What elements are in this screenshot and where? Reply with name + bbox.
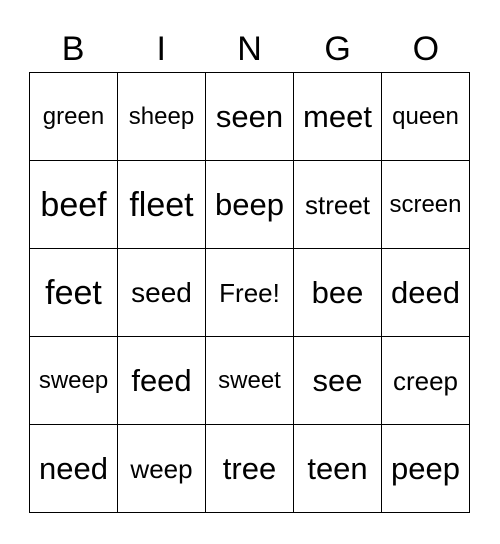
header-letter-i: I [156, 30, 166, 68]
bingo-cell-r5-c1[interactable]: need [30, 425, 118, 513]
bingo-cell-r2-c4[interactable]: street [294, 161, 382, 249]
bingo-cell-r2-c5[interactable]: screen [382, 161, 470, 249]
bingo-cell-r3-c5[interactable]: deed [382, 249, 470, 337]
bingo-cell-r4-c4[interactable]: see [294, 337, 382, 425]
bingo-cell-r1-c2[interactable]: sheep [118, 73, 206, 161]
bingo-free-space: Free! [206, 249, 294, 337]
bingo-cell-r4-c1[interactable]: sweep [30, 337, 118, 425]
bingo-cell-r4-c2[interactable]: feed [118, 337, 206, 425]
bingo-cell-r4-c5[interactable]: creep [382, 337, 470, 425]
bingo-cell-r3-c4[interactable]: bee [294, 249, 382, 337]
bingo-cell-r3-c1[interactable]: feet [30, 249, 118, 337]
header-letter-b: B [61, 30, 85, 68]
header-letter-n: N [237, 30, 262, 68]
bingo-cell-r3-c2[interactable]: seed [118, 249, 206, 337]
bingo-cell-r1-c1[interactable]: green [30, 73, 118, 161]
bingo-cell-r5-c5[interactable]: peep [382, 425, 470, 513]
bingo-cell-r5-c4[interactable]: teen [294, 425, 382, 513]
bingo-cell-r2-c1[interactable]: beef [30, 161, 118, 249]
bingo-cell-r5-c2[interactable]: weep [118, 425, 206, 513]
bingo-card [29, 26, 471, 516]
bingo-cell-r1-c5[interactable]: queen [382, 73, 470, 161]
bingo-cell-r4-c3[interactable]: sweet [206, 337, 294, 425]
bingo-grid [29, 72, 470, 513]
bingo-cell-r2-c2[interactable]: fleet [118, 161, 206, 249]
bingo-cell-r1-c4[interactable]: meet [294, 73, 382, 161]
bingo-cell-r1-c3[interactable]: seen [206, 73, 294, 161]
bingo-cell-r2-c3[interactable]: beep [206, 161, 294, 249]
bingo-cell-r5-c3[interactable]: tree [206, 425, 294, 513]
bingo-header [29, 26, 471, 72]
header-letter-o: O [412, 30, 440, 68]
header-letter-g: G [324, 30, 351, 68]
